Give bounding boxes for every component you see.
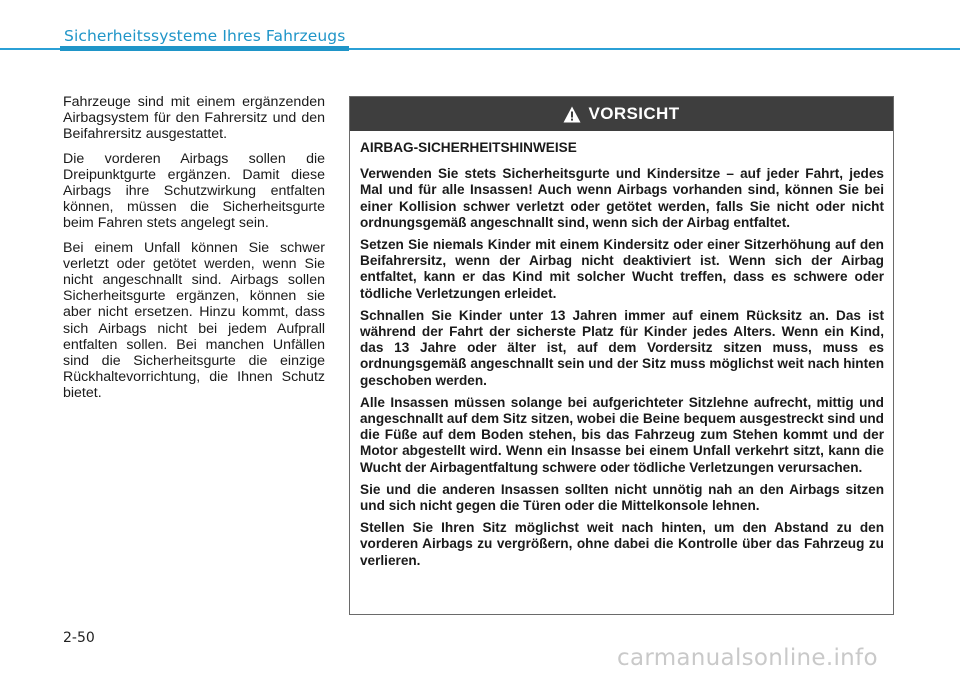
caution-paragraph: Schnallen Sie Kinder unter 13 Jahren immer auf einem Rücksitz an. Das ist während der Fahrt der sicherste Platz für Kinder jedes Alters. Wenn ein Kind, das 13 Jahre oder älter ist, auf dem Vordersitz sitzen muss, muss es ordnungsgemäß angeschnallt sein und der Sitz muss möglichst weit nach hinten geschoben werden. (360, 307, 884, 388)
body-text-column (63, 94, 325, 410)
header-accent-bar (60, 46, 349, 51)
warning-triangle-icon (563, 106, 581, 123)
body-paragraph: Die vorderen Airbags sollen die Dreipunktgurte ergänzen. Damit diese Airbags ihre Schutzwirkung entfalten können, müssen die Sicherheitsgurte beim Fahren stets angelegt sein. (63, 150, 325, 232)
watermark: carmanualsonline.info (617, 645, 878, 671)
caution-header (350, 97, 893, 131)
caution-box (349, 96, 894, 615)
caution-paragraph: Setzen Sie niemals Kinder mit einem Kindersitz oder einer Sitzerhöhung auf den Beifahrersitz, wenn der Airbag nicht deaktiviert ist. Wenn sich der Airbag entfaltet, kann er das Kind mit solcher Wucht treffen, dass es schwere oder tödliche Verletzungen erleidet. (360, 237, 884, 301)
page-number: 2-50 (63, 630, 95, 646)
caution-paragraph: Stellen Sie Ihren Sitz möglichst weit nach hinten, um den Abstand zu den vorderen Airbags zu vergrößern, ohne dabei die Kontrolle über das Fahrzeug zu verlieren. (360, 520, 884, 568)
caution-title: AIRBAG-SICHERHEITSHINWEISE (360, 140, 577, 155)
section-title: Sicherheitssysteme Ihres Fahrzeugs (64, 27, 346, 45)
caution-body (350, 131, 893, 569)
body-paragraph: Bei einem Unfall können Sie schwer verletzt oder getötet werden, wenn Sie nicht angeschnallt sind. Airbags sollen Sicherheitsgurte ergänzen, können sie aber nicht ersetzen. Hinzu kommt, dass sich Airbags nicht bei jedem Aufprall entfalten sollen. Bei manchen Unfällen sind die Sicherheitsgurte die einzige Rückhaltevorrichtung, die Ihnen Schutz bietet. (63, 239, 325, 402)
caution-label: VORSICHT (588, 104, 680, 123)
caution-paragraph: Sie und die anderen Insassen sollten nicht unnötig nah an den Airbags sitzen und sich nicht gegen die Türen oder die Mittelkonsole lehnen. (360, 481, 884, 514)
body-paragraph: Fahrzeuge sind mit einem ergänzenden Airbagsystem für den Fahrersitz und den Beifahrersitz ausgestattet. (63, 94, 325, 143)
caution-paragraph: Verwenden Sie stets Sicherheitsgurte und Kindersitze – auf jeder Fahrt, jedes Mal und für alle Insassen! Auch wenn Airbags vorhanden sind, können Sie bei einer Kollision schwer verletzt oder getötet werden, falls Sie nicht oder nicht ordnungsgemäß angeschnallt sind, wenn sich der Airbag entfaltet. (360, 166, 884, 230)
caution-paragraph: Alle Insassen müssen solange bei aufgerichteter Sitzlehne aufrecht, mittig und angeschnallt auf dem Sitz sitzen, wobei die Beine bequem ausgestreckt sind und die Füße auf dem Boden stehen, bis das Fahrzeug zum Stehen kommt und der Motor abgestellt wird. Wenn ein Insasse bei einem Unfall verkehrt sitzt, kann die Wucht der Airbagentfaltung schwere oder tödliche Verletzungen verursachen. (360, 394, 884, 475)
